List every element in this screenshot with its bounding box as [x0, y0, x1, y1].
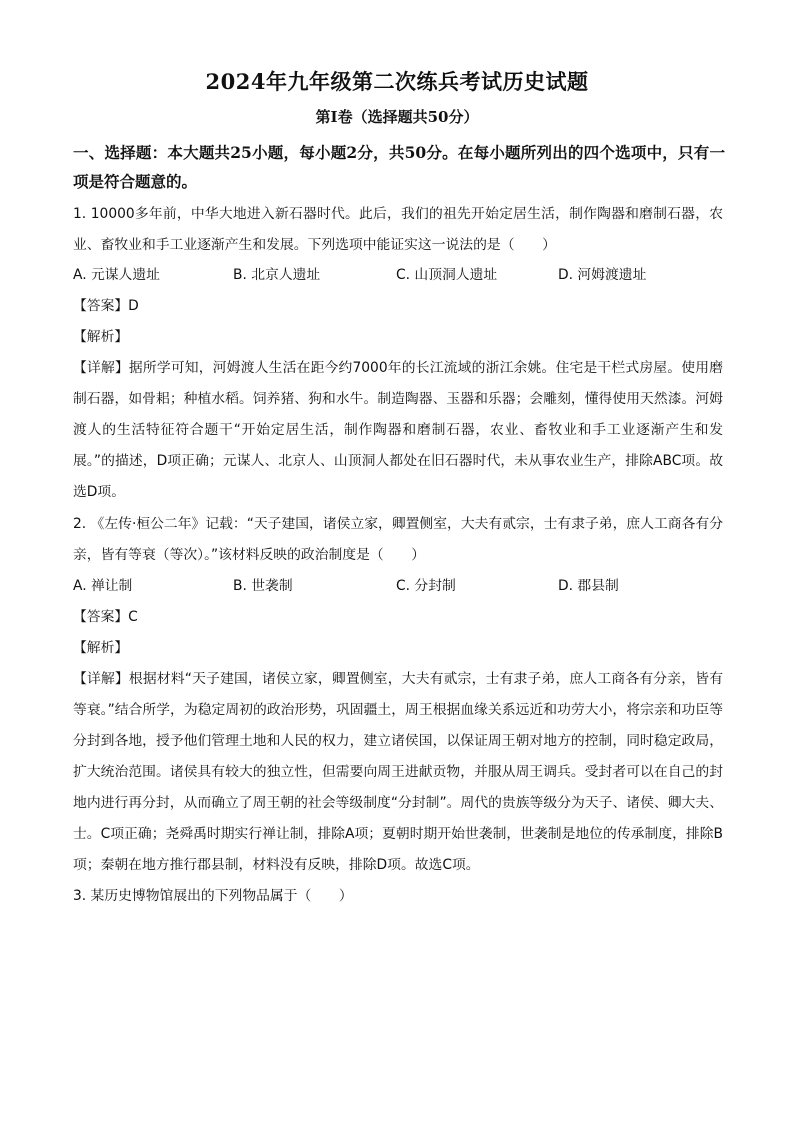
question-2-option-b: B. 世袭制 — [233, 578, 293, 594]
section-instructions: 一、选择题：本大题共25小题，每小题2分，共50分。在每小题所列出的四个选项中，只有一项是符合题意的。 — [73, 143, 725, 191]
question-1-option-b: B. 北京人遗址 — [233, 267, 321, 283]
page-title: 2024年九年级第二次练兵考试历史试题 — [205, 69, 589, 94]
section-subtitle: 第Ⅰ卷（选择题共50分） — [315, 108, 479, 126]
question-1-answer: 【答案】D — [73, 298, 139, 314]
question-2-option-c: C. 分封制 — [396, 578, 456, 594]
question-2-analysis-label: 【解析】 — [73, 640, 129, 656]
question-2-stem: 2. 《左传·桓公二年》记载：“天子建国，诸侯立家，卿置侧室，大夫有贰宗，士有隶子弟，庶人工商各有分亲，皆有等衰（等次）。”该材料反映的政治制度是（ ） — [73, 516, 723, 563]
question-1-detail: 【详解】据所学可知，河姆渡人生活在距今约7000年的长江流域的浙江余姚。住宅是干栏式房屋。使用磨制石器，如骨耜；种植水稻。饲养猪、狗和水牛。制造陶器、玉器和乐器；会雕刻，懂得使用天然漆。河姆渡人的生活特征符合题干“开始定居生活，制作陶器和磨制石器，农业、畜牧业和手工业逐渐产生和发展。”的描述，D项正确；元谋人、北京人、山顶洞人都处在旧石器时代，未从事农业生产，排除ABC项。故选D项。 — [73, 360, 723, 500]
question-1-analysis-label: 【解析】 — [73, 329, 129, 345]
question-2-detail: 【详解】根据材料“天子建国，诸侯立家，卿置侧室，大夫有贰宗，士有隶子弟，庶人工商各有分亲，皆有等衰。”结合所学，为稳定周初的政治形势，巩固疆土，周王根据血缘关系远近和功劳大小，将宗亲和功臣等分封到各地，授予他们管理土地和人民的权力，建立诸侯国，以保证周王朝对地方的控制，同时稳定政局，扩大统治范围。诸侯具有较大的独立性，但需要向周王进献贡物，并服从周王调兵。受封者可以在自己的封地内进行再分封，从而确立了周王朝的社会等级制度“分封制”。周代的贵族等级分为天子、诸侯、卿大夫、士。C项正确；尧舜禹时期实行禅让制，排除A项；夏朝时期开始世袭制，世袭制是地位的传承制度，排除B项；秦朝在地方推行郡县制，材料没有反映，排除D项。故选C项。 — [73, 671, 723, 873]
question-1-option-a: A. 元谋人遗址 — [73, 267, 160, 283]
question-1-option-c: C. 山顶洞人遗址 — [396, 267, 498, 283]
question-2-answer: 【答案】C — [73, 609, 138, 625]
question-2-options — [73, 571, 723, 602]
question-2-option-a: A. 禅让制 — [73, 578, 133, 594]
question-3-stem: 3. 某历史博物馆展出的下列物品属于（ ） — [73, 888, 353, 904]
question-1-option-d: D. 河姆渡遗址 — [558, 267, 647, 283]
question-1-options — [73, 260, 723, 291]
question-2-option-d: D. 郡县制 — [558, 578, 619, 594]
question-1-stem: 1. 10000多年前，中华大地进入新石器时代。此后，我们的祖先开始定居生活，制作陶器和磨制石器，农业、畜牧业和手工业逐渐产生和发展。下列选项中能证实这一说法的是（ ） — [73, 206, 723, 253]
